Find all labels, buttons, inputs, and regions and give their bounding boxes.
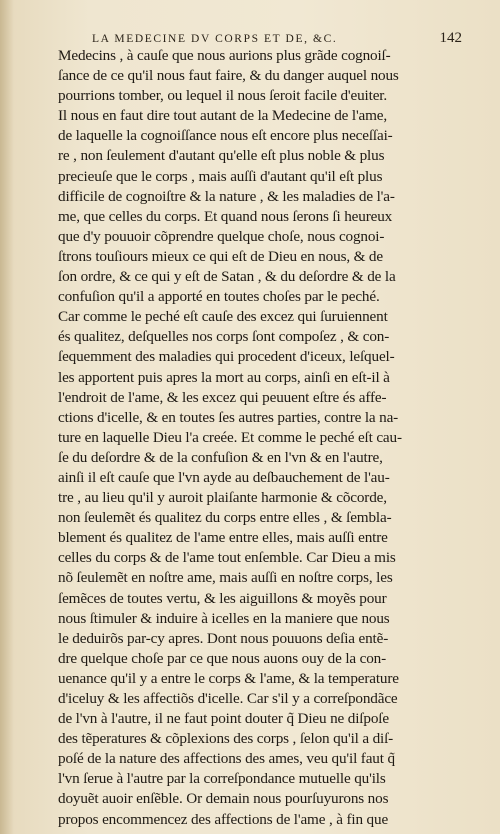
text-line: ctions d'icelle, & en toutes ſes autres parties, contre la na- [58,408,399,426]
text-line: ture en laquelle Dieu l'a creée. Et comme le peché eſt cau- [58,428,402,446]
text-line: de laquelle la cognoiſſance nous eſt encore plus neceſſai- [58,127,393,145]
text-line: tre , au lieu qu'il y auroit plaiſante harmonie & cõcorde, [58,489,387,507]
text-line: dre quelque choſe par ce que nous auons ouy de la con- [58,649,387,667]
text-line: de l'vn à l'autre, il ne faut point douter q̃ Dieu ne diſpoſe [58,710,389,728]
text-line: celles du corps & de l'ame tout enſemble. Car Dieu a mis [58,549,396,567]
text-line: ſtrons touſiours mieux ce qui eſt de Dieu en nous, & de [58,247,383,265]
text-line: d'iceluy & les affectiõs d'icelle. Car s'il y a correſpondãce [58,690,398,707]
text-line: Car comme le peché eſt cauſe des excez qui ſuruiennent [58,308,388,326]
text-line: confuſion qu'il a apporté en toutes choſes par le peché. [58,288,380,306]
text-line: Medecins , à cauſe que nous aurions plus grãde cognoiſ- [58,47,391,64]
text-line: ſemẽces de toutes vertu, & les aiguillons & moyẽs pour [58,589,387,607]
text-line: me, que celles du corps. Et quand nous ſerons ſi heureux [58,207,393,225]
text-line: propos encommencez des affections de l'ame , à fin que [58,810,389,828]
text-line: difficile de cognoiſtre & la nature , & les maladies de l'a- [58,187,395,205]
text-line: non ſeulemẽt és qualitez du corps entre elles , & ſembla- [58,509,392,527]
text-line: ſe du deſordre & de la confuſion & en l'vn & en l'autre, [58,448,383,466]
text-line: l'endroit de l'ame, & les excez qui peuuent eſtre és affe- [58,388,387,406]
text-line: poſé de la nature des affections des ames, veu qu'il faut q̃ [58,750,395,768]
text-line: doyuẽt auoir enſẽble. Or demain nous pourſuyurons nos [58,790,389,808]
page-number: 142 [439,30,462,46]
page-gutter-shadow [0,0,14,834]
text-line: uenance qu'il y a entre le corps & l'ame, & la temperature [58,669,399,687]
text-line: le deduirõs par-cy apres. Dont nous pouuons deſia entẽ- [58,629,389,647]
running-head: LA MEDECINE DV CORPS ET DE, &C. [92,33,338,45]
text-line: ainſi il eſt cauſe que l'vn ayde au deſbauchement de l'au- [58,468,390,486]
text-line: ſon ordre, & ce qui y eſt de Satan , & du deſordre & de la [58,268,396,286]
text-line: des tẽperatures & cõplexions des corps , ſelon qu'il a diſ- [58,730,394,748]
text-line: Il nous en faut dire tout autant de la Medecine de l'ame, [58,107,388,125]
text-line: que d'y pouuoir cõprendre quelque choſe, nous cognoi- [58,227,385,245]
text-line: nõ ſeulemẽt en noſtre ame, mais auſſi en noſtre corps, les [58,569,393,587]
text-block [58,46,428,830]
text-line: és qualitez, deſquelles nos corps ſont compoſez , & con- [58,328,390,346]
text-line: re , non ſeulement d'autant qu'elle eſt plus noble & plus [58,147,385,165]
page-header [92,30,462,47]
text-line: pourrions tomber, ou lequel il nous ſeroit facile d'euiter. [58,87,388,105]
text-line: les apportent puis apres la mort au corps, ainſi en eſt-il à [58,368,390,386]
text-line: precieuſe que le corps , mais auſſi d'autant qu'il eſt plus [58,167,383,185]
text-line: l'vn ſerue à l'autre par la correſpondance mutuelle qu'ils [58,770,386,788]
text-line: nous ſtimuler & induire à icelles en la maniere que nous [58,609,390,627]
text-line: ſance de ce qu'il nous faut faire, & du danger auquel nous [58,67,399,85]
text-line: blement és qualitez de l'ame entre elles, mais auſſi entre [58,529,388,547]
text-line: ſequemment des maladies qui procedent d'iceux, leſquel- [58,348,395,366]
